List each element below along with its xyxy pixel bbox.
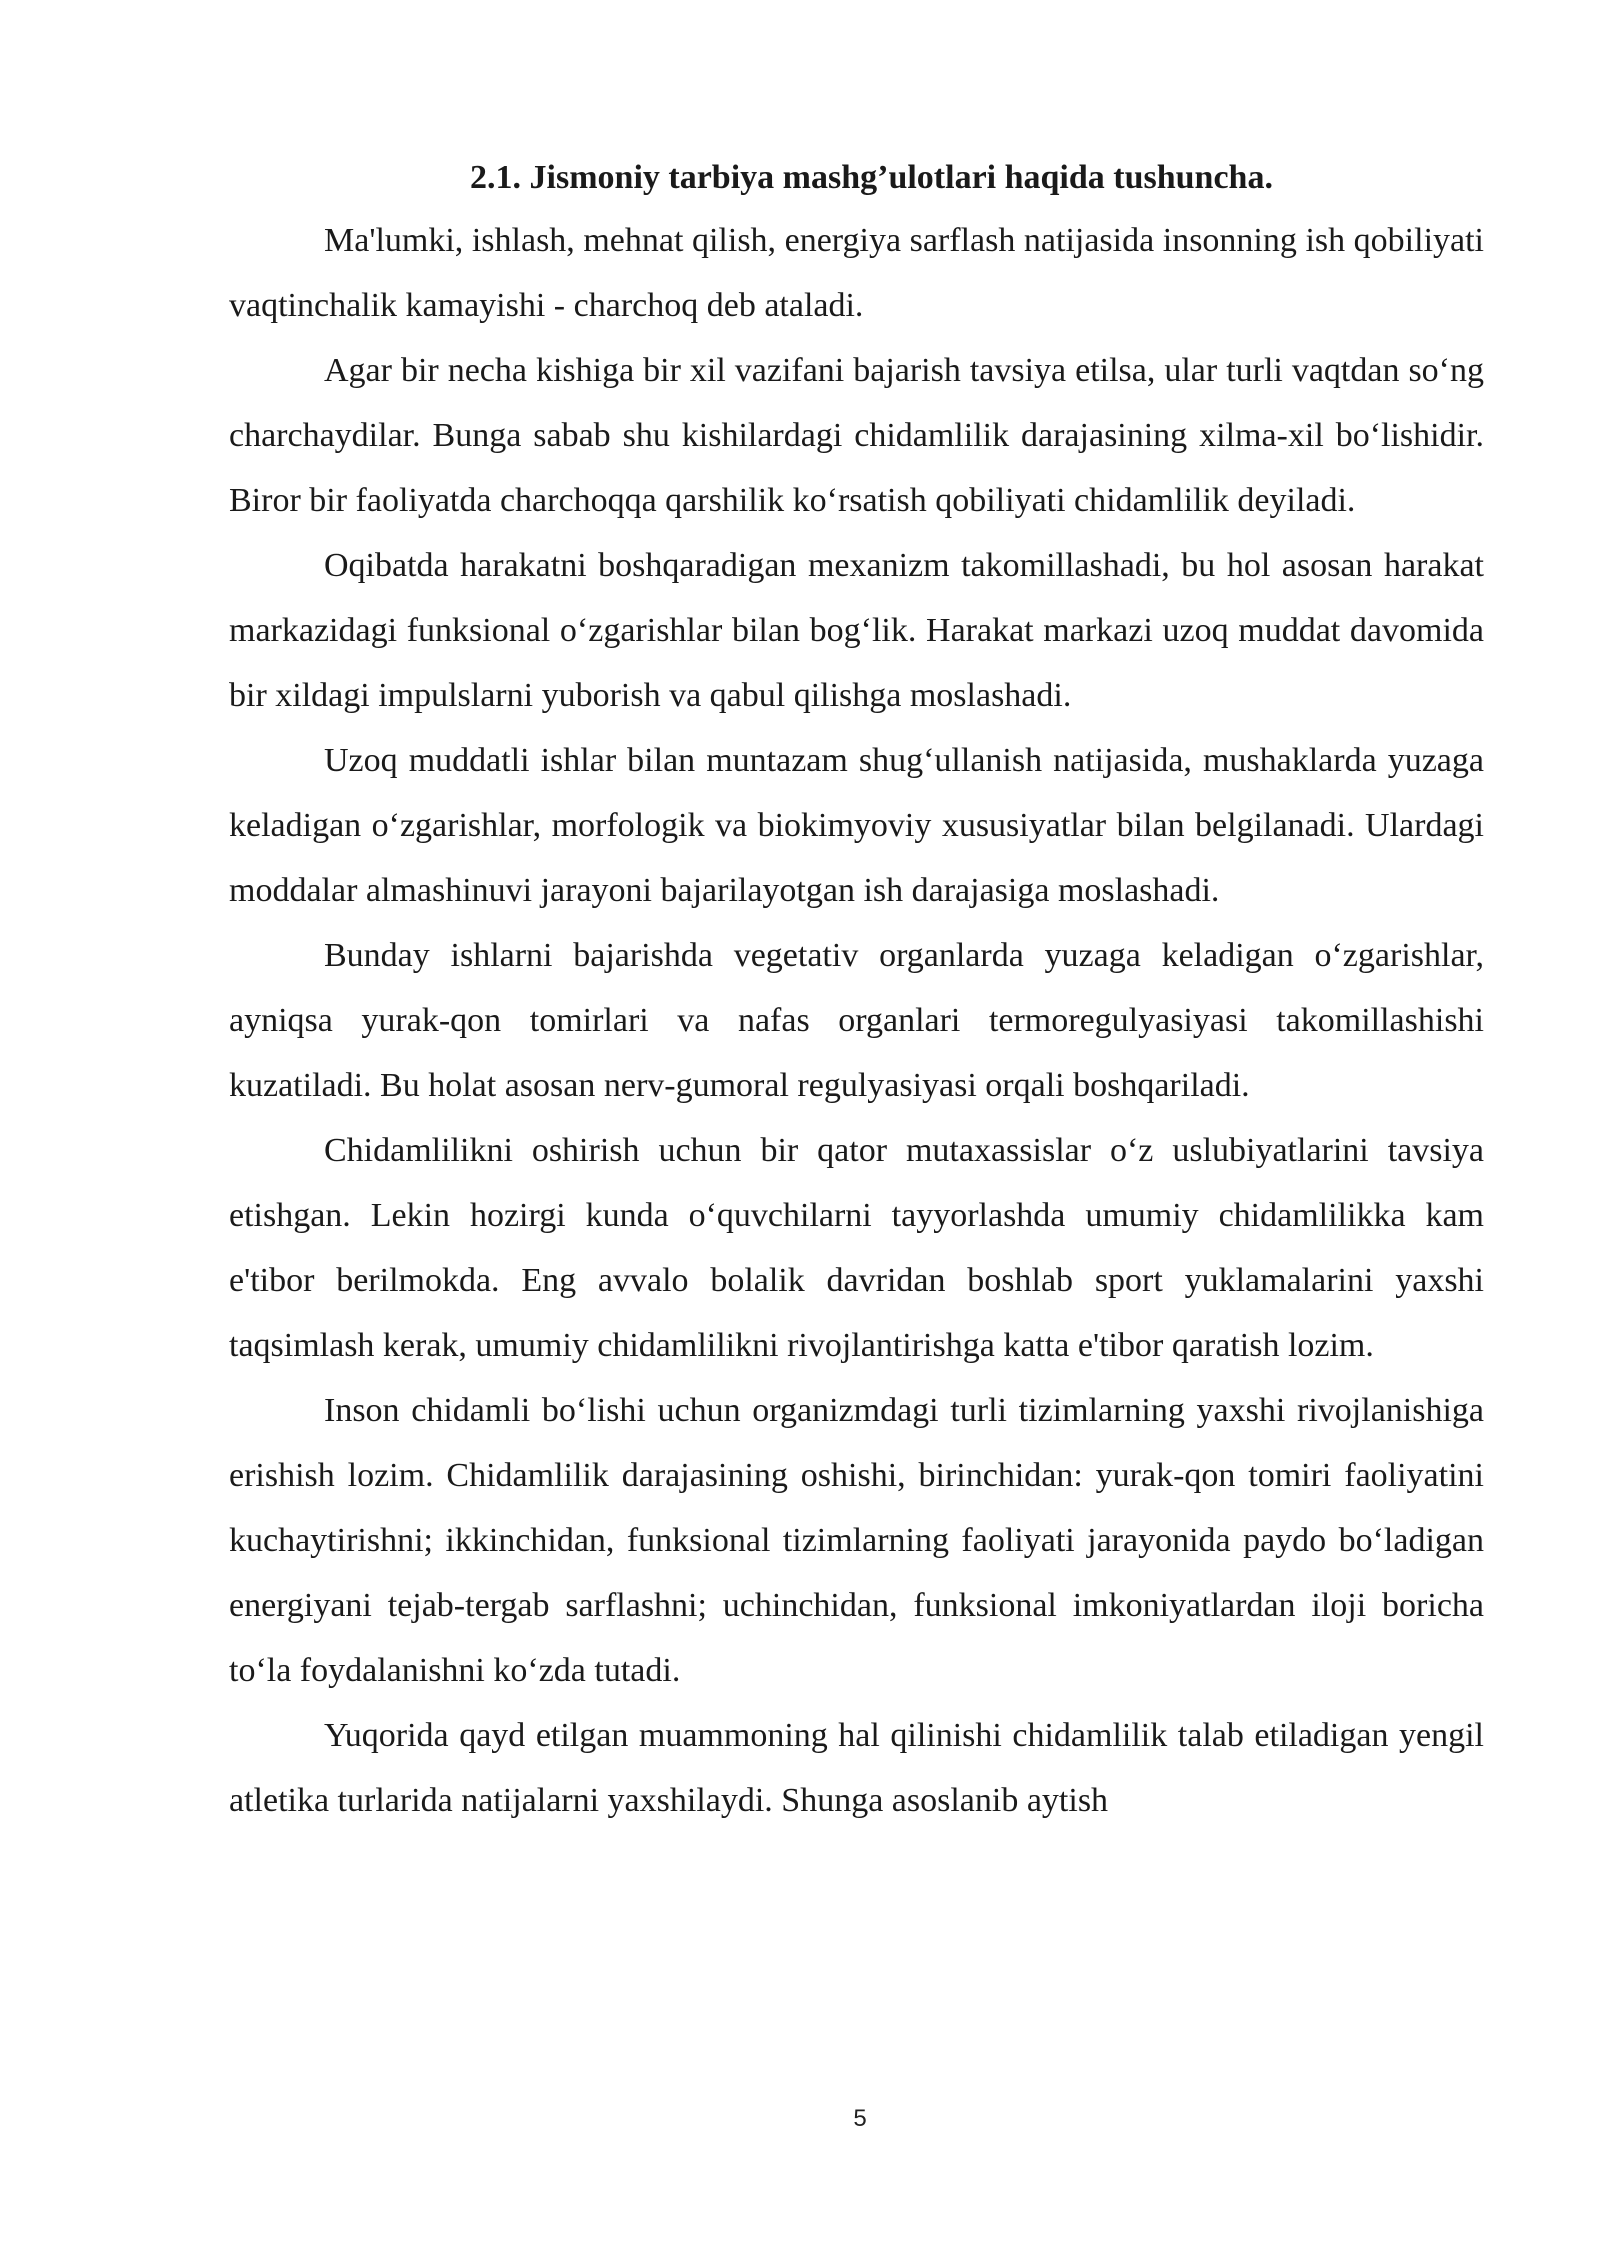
page-number: 5: [853, 2105, 867, 2132]
paragraph-6: Chidamlilikni oshirish uchun bir qator mutaxassislar o‘z uslubiyatlarini tavsiya etishgan. Lekin hozirgi kunda o‘quvchilarni tayyorlashda umumiy chidamlilikka kam e'tibor berilmokda. Eng avvalo bolalik davridan boshlab sport yuklamalarini yaxshi taqsimlash kerak, umumiy chidamlilikni rivojlantirishga katta e'tibor qaratish lozim.: [229, 1132, 1484, 1364]
paragraph-5: Bunday ishlarni bajarishda vegetativ organlarda yuzaga keladigan o‘zgarishlar, ayniqsa yurak-qon tomirlari va nafas organlari termoregulyasiyasi takomillashishi kuzatiladi. Bu holat asosan nerv-gumoral regulyasiyasi orqali boshqariladi.: [229, 937, 1484, 1104]
paragraph-3: Oqibatda harakatni boshqaradigan mexanizm takomillashadi, bu hol asosan harakat markazidagi funksional o‘zgarishlar bilan bog‘lik. Harakat markazi uzoq muddat davomida bir xildagi impulslarni yuborish va qabul qilishga moslashadi.: [229, 547, 1484, 714]
section-heading: 2.1. Jismoniy tarbiya mashg’ulotlari haqida tushuncha.: [470, 159, 1273, 196]
paragraph-4: Uzoq muddatli ishlar bilan muntazam shug‘ullanish natijasida, mushaklarda yuzaga keladigan o‘zgarishlar, morfologik va biokimyoviy xususiyatlar bilan belgilanadi. Ulardagi moddalar almashinuvi jarayoni bajarilayotgan ish darajasiga moslashadi.: [229, 742, 1484, 909]
paragraph-8: Yuqorida qayd etilgan muammoning hal qilinishi chidamlilik talab etiladigan yengil atletika turlarida natijalarni yaxshilaydi. Shunga asoslanib aytish: [229, 1717, 1484, 1819]
document-page: [229, 148, 1484, 1833]
paragraph-7: Inson chidamli bo‘lishi uchun organizmdagi turli tizimlarning yaxshi rivojlanishiga erishish lozim. Chidamlilik darajasining oshishi, birinchidan: yurak-qon tomiri faoliyatini kuchaytirishni; ikkinchidan, funksional tizimlarning faoliyati jarayonida paydo bo‘ladigan energiyani tejab-tergab sarflashni; uchinchidan, funksional imkoniyatlardan iloji boricha to‘la foydalanishni ko‘zda tutadi.: [229, 1392, 1484, 1689]
paragraph-1: Ma'lumki, ishlash, mehnat qilish, energiya sarflash natijasida insonning ish qobiliyati vaqtinchalik kamayishi - charchoq deb ataladi.: [229, 222, 1484, 324]
paragraph-2: Agar bir necha kishiga bir xil vazifani bajarish tavsiya etilsa, ular turli vaqtdan so‘ng charchaydilar. Bunga sabab shu kishilardagi chidamlilik darajasining xilma-xil bo‘lishidir. Biror bir faoliyatda charchoqqa qarshilik ko‘rsatish qobiliyati chidamlilik deyiladi.: [229, 352, 1484, 519]
